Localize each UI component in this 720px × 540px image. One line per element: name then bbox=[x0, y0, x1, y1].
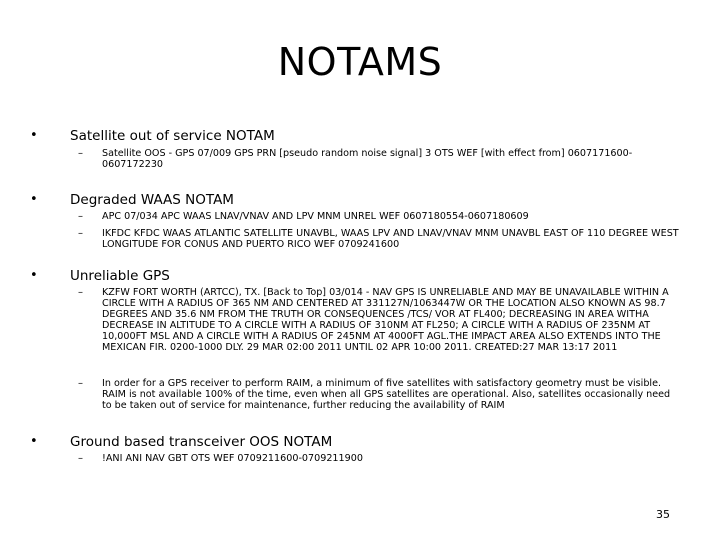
sub-item-text: Satellite OOS - GPS 07/009 GPS PRN [pseudo random noise signal] 3 OTS WEF [with effect from] 0607171600-0607172230 bbox=[102, 148, 633, 170]
sub-item-dash: – bbox=[78, 211, 83, 222]
bullet-marker: • bbox=[30, 192, 38, 207]
sub-item-dash: – bbox=[78, 287, 83, 298]
bullet-marker: • bbox=[30, 434, 38, 449]
sub-item-dash: – bbox=[78, 378, 83, 389]
page-number: 35 bbox=[656, 508, 670, 521]
bullet-heading: Satellite out of service NOTAM bbox=[70, 128, 275, 144]
sub-item-text: In order for a GPS receiver to perform RAIM, a minimum of five satellites with satisfactory geometry must be visible. RAIM is not available 100% of the time, even when all GPS satellites are operational. Also, satellites occasionally need to be taken out of service for maintenance, further reducing the availability of RAIM bbox=[102, 378, 671, 411]
sub-item-text: KZFW FORT WORTH (ARTCC), TX. [Back to Top] 03/014 - NAV GPS IS UNRELIABLE AND MAY BE UNAVAILABLE WITHIN A CIRCLE WITH A RADIUS OF 365 NM AND CENTERED AT 331127N/1063447W OR THE LOCATION ALSO KNOWN AS 98.7 DEGREES AND 35.6 NM FROM THE TRUTH OR CONSEQUENCES /TCS/ VOR AT FL400; DECREASING IN AREA WITHA DECREASE IN ALTITUDE TO A CIRCLE WITH A RADIUS OF 310NM AT FL250; A CIRCLE WITH A RADIUS OF 235NM AT 10,000FT MSL AND A CIRCLE WITH A RADIUS OF 245NM AT 4000FT AGL.THE IMPACT AREA ALSO EXTENDS INTO THE MEXICAN FIR. 0200-1000 DLY. 29 MAR 02:00 2011 UNTIL 02 APR 10:00 2011. CREATED:27 MAR 13:17 2011 bbox=[102, 287, 669, 353]
sub-item-dash: – bbox=[78, 148, 83, 159]
bullet-heading: Ground based transceiver OOS NOTAM bbox=[70, 434, 333, 450]
sub-item-dash: – bbox=[78, 453, 83, 464]
sub-item-text: IKFDC KFDC WAAS ATLANTIC SATELLITE UNAVBL, WAAS LPV AND LNAV/VNAV MNM UNAVBL EAST OF 110 DEGREE WEST LONGITUDE FOR CONUS AND PUERTO RICO WEF 0709241600 bbox=[102, 228, 679, 250]
bullet-heading: Unreliable GPS bbox=[70, 268, 170, 284]
sub-item-text: APC 07/034 APC WAAS LNAV/VNAV AND LPV MNM UNREL WEF 0607180554-0607180609 bbox=[102, 211, 529, 222]
sub-item-dash: – bbox=[78, 228, 83, 239]
sub-item-text: !ANI ANI NAV GBT OTS WEF 0709211600-0709211900 bbox=[102, 453, 363, 464]
bullet-heading: Degraded WAAS NOTAM bbox=[70, 192, 234, 208]
bullet-marker: • bbox=[30, 128, 38, 143]
bullet-marker: • bbox=[30, 268, 38, 283]
slide-title: NOTAMS bbox=[277, 40, 443, 84]
